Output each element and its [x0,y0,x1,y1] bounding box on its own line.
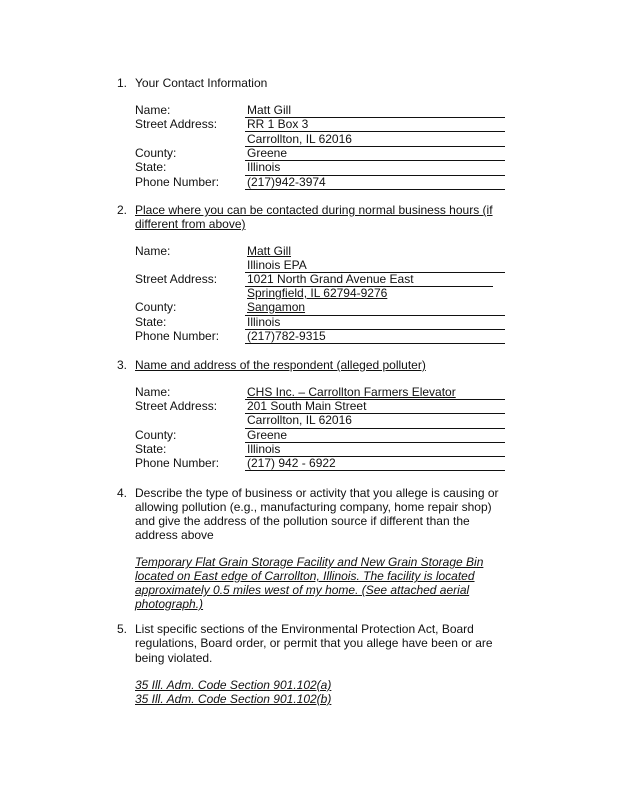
name-value: Matt Gill [247,244,292,258]
county-label: County: [135,146,177,160]
question-line: regulations, Board order, or permit that you allege have been or are [135,636,493,650]
phone-label: Phone Number: [135,456,220,470]
phone-value: (217) 942 - 6922 [247,456,336,470]
street-label: Street Address: [135,272,218,286]
section-heading: Name and address of the respondent (alleged polluter) [135,358,426,372]
section-number: 5. [117,622,128,636]
question-line: Describe the type of business or activity that you allege is causing or [135,486,499,500]
name-value: CHS Inc. – Carrollton Farmers Elevator [247,385,456,399]
answer-line: located on East edge of Carrollton, Illinois. The facility is located [135,569,475,583]
section-heading-line-1: Place where you can be contacted during normal business hours (if [135,203,493,217]
street-line-1: 1021 North Grand Avenue East [247,272,414,286]
section-heading-line-2: different from above) [135,217,246,231]
state-value: Illinois [247,160,281,174]
organization-value: Illinois EPA [247,258,307,272]
county-value: Sangamon [247,300,306,314]
answer-line: 35 Ill. Adm. Code Section 901.102(a) [135,678,332,692]
answer-line: Temporary Flat Grain Storage Facility and New Grain Storage Bin [135,555,484,569]
name-label: Name: [135,385,171,399]
name-label: Name: [135,103,171,117]
street-label: Street Address: [135,117,218,131]
question-line: being violated. [135,651,213,665]
section-number: 2. [117,203,128,217]
phone-value: (217)782-9315 [247,329,326,343]
county-value: Greene [247,428,288,442]
state-value: Illinois [247,315,281,329]
section-number: 3. [117,358,128,372]
question-line: List specific sections of the Environmental Protection Act, Board [135,622,474,636]
county-value: Greene [247,146,288,160]
phone-value: (217)942-3974 [247,175,326,189]
field-rule [245,442,505,443]
question-line: and give the address of the pollution source if different than the [135,514,470,528]
county-label: County: [135,300,177,314]
state-value: Illinois [247,442,281,456]
name-label: Name: [135,244,171,258]
street-line-2: Carrollton, IL 62016 [247,132,352,146]
state-label: State: [135,160,167,174]
phone-label: Phone Number: [135,175,220,189]
name-value: Matt Gill [247,103,292,117]
answer-line: approximately 0.5 miles west of my home. (See attached aerial [135,583,470,597]
answer-line: photograph.) [135,597,204,611]
question-line: address above [135,528,214,542]
answer-line: 35 Ill. Adm. Code Section 901.102(b) [135,692,332,706]
section-number: 1. [117,76,128,90]
section-number: 4. [117,486,128,500]
phone-label: Phone Number: [135,329,220,343]
field-rule [245,189,505,190]
state-label: State: [135,442,167,456]
state-label: State: [135,315,167,329]
section-heading: Your Contact Information [135,76,268,90]
street-line-2: Carrollton, IL 62016 [247,413,352,427]
street-label: Street Address: [135,399,218,413]
county-label: County: [135,428,177,442]
field-rule [245,343,505,344]
field-rule [245,315,505,316]
street-line-2: Springfield, IL 62794-9276 [247,286,388,300]
field-rule [245,160,505,161]
street-line-1: RR 1 Box 3 [247,117,309,131]
field-rule [245,470,505,471]
street-line-1: 201 South Main Street [247,399,367,413]
question-line: allowing pollution (e.g., manufacturing company, home repair shop) [135,500,492,514]
